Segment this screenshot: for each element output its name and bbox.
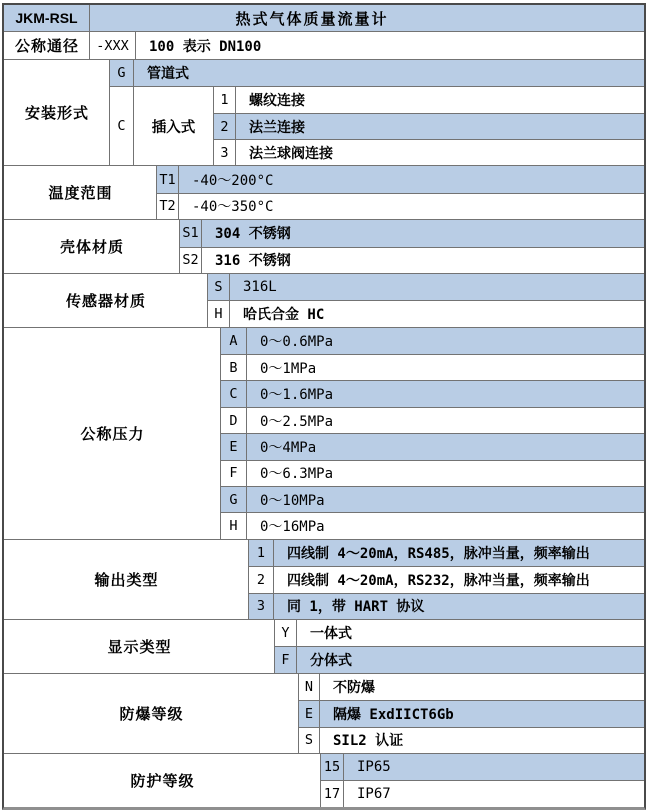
option-value: -40～350°C [179, 193, 644, 219]
option-code: 17 [321, 780, 344, 806]
option-value: 0～10MPa [247, 486, 644, 512]
section-label: 防爆等级 [119, 705, 184, 723]
spec-table [2, 3, 646, 810]
option-code: H [208, 300, 230, 326]
option-code: T2 [157, 193, 179, 219]
option-value: 法兰球阀连接 [236, 139, 644, 165]
option-code: 3 [214, 139, 236, 165]
option-code: B [221, 354, 247, 380]
option-value: 0～6.3MPa [247, 460, 644, 486]
option-code: S [299, 727, 320, 753]
option-code: C [221, 380, 247, 406]
option-value: 四线制 4～20mA，RS232，脉冲当量，频率输出 [274, 566, 644, 592]
option-code: 3 [249, 593, 274, 619]
option-code: 2 [214, 113, 236, 139]
option-value: 0～0.6MPa [247, 328, 644, 354]
section-installation-type [4, 59, 644, 166]
option-value: 316L [230, 274, 644, 300]
section-housing-material [4, 219, 644, 273]
option-code: -XXX [90, 32, 136, 58]
section-label: 安装形式 [24, 105, 89, 123]
option-code: S2 [180, 247, 202, 273]
option-code: D [221, 407, 247, 433]
option-value: 0～16MPa [247, 512, 644, 538]
option-value: 哈氏合金 HC [230, 300, 644, 326]
section-label: 显示类型 [107, 638, 172, 656]
option-value: 螺纹连接 [236, 87, 644, 113]
option-code: 1 [249, 540, 274, 566]
option-value: 0～4MPa [247, 433, 644, 459]
section-display-type [4, 619, 644, 673]
option-value: 0～1MPa [247, 354, 644, 380]
section-label: 公称通径 [14, 38, 79, 56]
option-code: S1 [180, 220, 202, 246]
section-nominal-diameter [4, 31, 644, 58]
section-explosion-proof-grade [4, 673, 644, 753]
option-code: S [208, 274, 230, 300]
option-code: G [221, 486, 247, 512]
option-value: 分体式 [297, 646, 644, 672]
option-code: E [221, 433, 247, 459]
option-value: 316 不锈钢 [202, 247, 644, 273]
option-code: F [275, 646, 297, 672]
table-row [4, 32, 644, 58]
table-row [214, 87, 644, 113]
subgroup-code: C [110, 86, 134, 165]
option-value: 0～2.5MPa [247, 407, 644, 433]
subgroup-name: 插入式 [134, 86, 214, 165]
option-value: 管道式 [134, 60, 644, 86]
option-value: 0～1.6MPa [247, 380, 644, 406]
option-code: A [221, 328, 247, 354]
option-code: 1 [214, 87, 236, 113]
option-code: 2 [249, 566, 274, 592]
option-code: 15 [321, 754, 344, 780]
table-row [214, 113, 644, 139]
section-nominal-pressure [4, 327, 644, 539]
table-row [214, 139, 644, 165]
option-code: H [221, 512, 247, 538]
section-label: 防护等级 [130, 772, 195, 790]
option-code: F [221, 460, 247, 486]
option-code: N [299, 674, 320, 700]
option-value: 一体式 [297, 620, 644, 646]
option-code: E [299, 700, 320, 726]
option-code: T1 [157, 166, 179, 192]
option-value: IP67 [344, 780, 644, 806]
section-label: 公称压力 [80, 425, 145, 443]
option-value: 法兰连接 [236, 113, 644, 139]
option-value: -40～200°C [179, 166, 644, 192]
section-output-type [4, 539, 644, 619]
option-value: 100 表示 DN100 [136, 32, 644, 58]
option-code: G [110, 60, 134, 86]
section-temperature-range [4, 165, 644, 219]
section-sensor-material [4, 273, 644, 327]
section-label: 传感器材质 [65, 292, 146, 310]
table-title: 热式气体质量流量计 [235, 10, 389, 28]
option-code: Y [275, 620, 297, 646]
option-value: 隔爆 ExdIICT6Gb [320, 700, 644, 726]
model-code: JKM-RSL [4, 5, 90, 31]
option-value: 304 不锈钢 [202, 220, 644, 246]
option-value: 不防爆 [320, 674, 644, 700]
section-label: 输出类型 [94, 571, 159, 589]
option-value: 四线制 4～20mA，RS485，脉冲当量，频率输出 [274, 540, 644, 566]
table-header-row [4, 5, 644, 31]
option-value: 同 1，带 HART 协议 [274, 593, 644, 619]
option-value: SIL2 认证 [320, 727, 644, 753]
option-value: IP65 [344, 754, 644, 780]
section-label: 壳体材质 [59, 239, 124, 257]
section-protection-grade [4, 753, 644, 807]
section-label: 温度范围 [48, 185, 113, 203]
